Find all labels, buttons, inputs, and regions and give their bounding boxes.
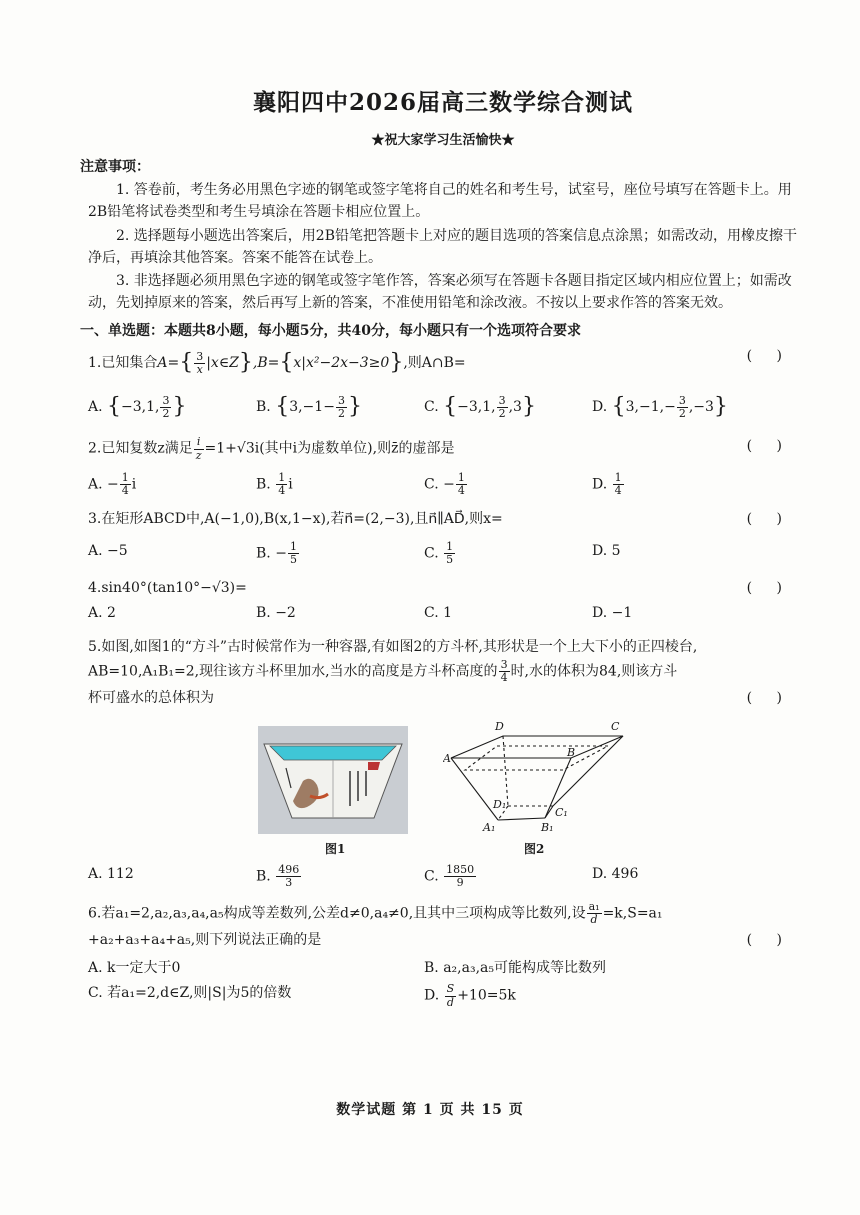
option-d: D. −1	[592, 605, 633, 622]
question-4: 4.sin40°(tan10°−√3)= ( )	[88, 578, 798, 600]
q1-options	[88, 390, 798, 424]
q1-cond-b: x|x²−2x−3≥0	[293, 355, 390, 372]
question-2: 2.已知复数z满足 $\frac{i}{z}$ =1+√3i(其中i为虚数单位),则z̄的虚部是 ( )	[88, 435, 792, 462]
option-b: B. −2	[256, 605, 296, 622]
option-b: B. − $\frac{1}{5}$	[256, 539, 297, 566]
question-1: 1.已知集合A={ $\frac{3}{x}$ |x∈Z},B={x|x²−2x−3≥0},则A∩B= ( )	[88, 348, 792, 376]
note-item: 3. 非选择题必须用黑色字迹的钢笔或签字笔作答，答案必须写在答题卡各题目指定区域内相应位置上；如需改动，先划掉原来的答案，然后再写上新的答案，不准使用铅笔和涂改液。不按以上要求作答的答案无效。	[88, 273, 792, 311]
section-heading: 一、单选题：本题共8小题，每小题5分，共40分，每小题只有一个选项符合要求	[80, 322, 581, 339]
answer-paren: ( )	[746, 348, 792, 365]
option-a: A. 2	[88, 605, 116, 622]
q5-options	[88, 864, 798, 889]
q3-options	[88, 541, 798, 566]
label-c1: C₁	[555, 805, 568, 819]
option-d: D. 5	[592, 542, 621, 559]
option-c: C. − $\frac{1}{4}$	[424, 470, 465, 497]
option-b: B. a₂,a₃,a₅可能构成等比数列	[424, 959, 606, 976]
label-d: D	[495, 719, 504, 733]
option-d: D. 496	[592, 865, 639, 882]
q6-options	[88, 958, 798, 1013]
figures	[88, 718, 798, 858]
answer-paren: ( )	[746, 932, 792, 949]
question-6: 6.若a₁=2,a₂,a₃,a₄,a₅构成等差数列,公差d≠0,a₄≠0,且其中三项构成等比数列,设 $\frac{\text{a₁}}{d}$ =k,S=a₁	[88, 899, 663, 926]
motto: ★祝大家学习生活愉快★	[371, 132, 515, 148]
label-c: C	[611, 719, 620, 733]
label-b1: B₁	[541, 820, 554, 834]
option-a: A. − $\frac{1}{4}$ i	[88, 470, 137, 497]
option-d: D. $\frac{1}{4}$	[592, 470, 622, 497]
figure-2-caption: 图2	[524, 841, 545, 856]
fangdou-photo	[258, 726, 408, 834]
option-d: D. $\frac{S}{d}$ +10=5k	[424, 982, 516, 1009]
exam-title: 襄阳四中2026届高三数学综合测试	[252, 89, 633, 116]
option-b: B. {3,−1− $\frac{3}{2}$ }	[256, 393, 362, 420]
page-footer: 数学试题 第 1 页 共 15 页	[336, 1102, 524, 1118]
notes-heading: 注意事项：	[80, 158, 150, 175]
label-a1: A₁	[483, 820, 496, 834]
q1-pre: 已知集合	[101, 355, 158, 372]
answer-paren: ( )	[746, 689, 792, 706]
figure-1-caption: 图1	[325, 841, 346, 856]
answer-paren: ( )	[746, 510, 792, 527]
answer-paren: ( )	[746, 579, 792, 596]
note-item: 2. 选择题每小题选出答案后，用2B铅笔把答题卡上对应的题目选项的答案信息点涂黑；如需改动，用橡皮擦干净后，再填涂其他答案。答案不能答在试卷上。	[88, 227, 798, 266]
frustum-diagram	[443, 718, 628, 838]
q4-options	[88, 603, 798, 625]
question-5-line3: 杯可盛水的总体积为 ( )	[88, 688, 798, 710]
option-d: D. {3,−1,− $\frac{3}{2}$ ,−3}	[592, 393, 728, 420]
question-5: 5.如图,如图1的“方斗”古时候常作为一种容器,有如图2的方斗杯,其形状是一个上大下小的正四棱台, AB=10,A₁B₁=2,现往该方斗杯里加水,当水的高度是方斗杯高度的 $\frac{3}{4}$ 时,水的体积为84,则该方斗	[88, 639, 698, 684]
question-number: 1.	[88, 355, 102, 372]
option-c: C. 若a₁=2,d∈Z,则|S|为5的倍数	[88, 985, 292, 1002]
q1-set-b: ,B=	[252, 355, 280, 372]
option-c: C. {−3,1, $\frac{3}{2}$ ,3}	[424, 393, 536, 420]
q1-cond-a: |x∈Z	[206, 355, 239, 372]
question-6-line2: +a₂+a₃+a₄+a₅,则下列说法正确的是 ( )	[88, 930, 798, 952]
option-b: B. $\frac{1}{4}$ i	[256, 470, 293, 497]
q1-set-a: A=	[157, 355, 180, 372]
note-item: 1. 答卷前，考生务必用黑色字迹的钢笔或签字笔将自己的姓名和考生号，试室号，座位号填写在答题卡上。用2B铅笔将试卷类型和考生号填涂在答题卡相应位置上。	[88, 182, 792, 221]
label-a: A	[443, 751, 451, 765]
question-3: 3.在矩形ABCD中,A(−1,0),B(x,1−x),若n⃗=(2,−3),且n⃗∥AD⃗,则x= ( )	[88, 509, 798, 531]
option-b: B. $\frac{496}{3}$	[256, 862, 300, 889]
option-a: A. 112	[88, 865, 134, 882]
option-c: C. 1	[424, 605, 453, 622]
fraction: $\frac{3}{x}$	[196, 349, 204, 376]
label-d1: D₁	[493, 797, 507, 811]
option-c: C. $\frac{1}{5}$	[424, 539, 454, 566]
option-a: A. k一定大于0	[88, 959, 181, 976]
option-c: C. $\frac{1850}{9}$	[424, 862, 475, 889]
answer-paren: ( )	[746, 438, 792, 455]
option-a: A. −5	[88, 542, 128, 559]
option-a: A. {−3,1, $\frac{3}{2}$ }	[88, 393, 187, 420]
q1-tail: ,则A∩B=	[403, 355, 466, 372]
q2-options	[88, 472, 798, 497]
fraction: $\frac{i}{z}$	[195, 435, 202, 462]
label-b: B	[567, 745, 576, 759]
